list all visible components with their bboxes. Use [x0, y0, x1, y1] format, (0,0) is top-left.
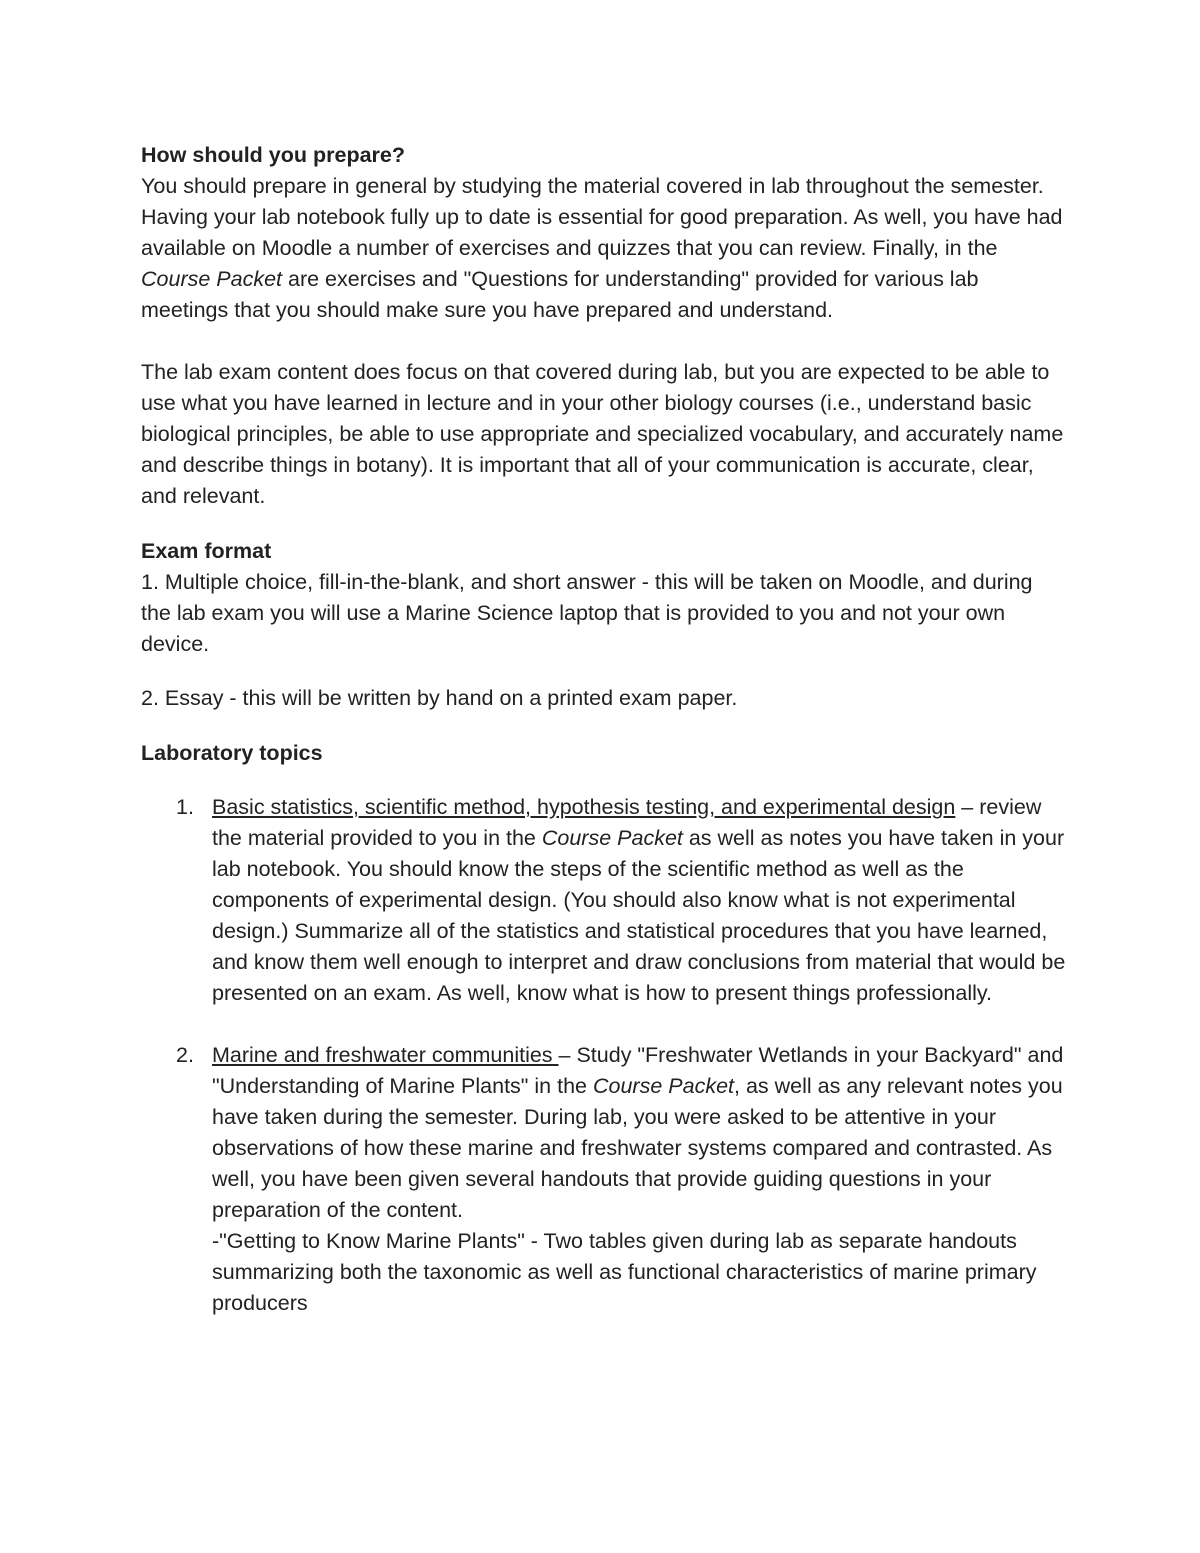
exam-format-item-2: 2. Essay - this will be written by hand on a printed exam paper. — [141, 686, 738, 710]
topic-1-text-a: – review the material provided to you in the — [212, 795, 1042, 850]
course-packet-ref: Course Packet — [141, 267, 283, 291]
lab-topics-heading: Laboratory topics — [141, 741, 323, 765]
document-page — [141, 140, 1066, 1319]
topic-1-title: Basic statistics, scientific method, hypothesis testing, and experimental design — [212, 795, 956, 819]
prepare-paragraph-2: The lab exam content does focus on that covered during lab, but you are expected to be able to use what you have learned in lecture and in your other biology courses (i.e., understand basic biological principles, be able to use appropriate and specialized vocabulary, and accurately name and describe things in botany). It is important that all of your communication is accurate, clear, and relevant. — [141, 360, 1064, 508]
list-item — [141, 1040, 1066, 1319]
exam-format-heading: Exam format — [141, 539, 272, 563]
prepare-p1-text-b: are exercises and "Questions for understanding" provided for various lab meetings that you should make sure you have prepared and understand. — [141, 267, 979, 322]
topic-2-text-a: – Study "Freshwater Wetlands in your Backyard" and "Understanding of Marine Plants" in the — [212, 1043, 1064, 1098]
list-number: 1. — [176, 795, 194, 819]
list-item — [141, 792, 1066, 1009]
prepare-heading: How should you prepare? — [141, 143, 405, 167]
prepare-paragraph-1 — [141, 171, 1066, 326]
list-number: 2. — [176, 1043, 194, 1067]
course-packet-ref: Course Packet — [592, 1074, 734, 1098]
course-packet-ref: Course Packet — [541, 826, 683, 850]
topic-2-text-b: , as well as any relevant notes you have taken during the semester. During lab, you were asked to be attentive in your observations of how these marine and freshwater systems compared and contrasted. As well, you have been given several handouts that provide guiding questions in your preparation of the content. — [212, 1074, 1063, 1222]
lab-topics-list — [141, 792, 1066, 1319]
topic-2-handout-note: -"Getting to Know Marine Plants" - Two tables given during lab as separate handouts summarizing both the taxonomic as well as functional characteristics of marine primary producers — [212, 1229, 1037, 1315]
topic-2-title: Marine and freshwater communities — [212, 1043, 559, 1067]
topic-1-text-b: as well as notes you have taken in your lab notebook. You should know the steps of the scientific method as well as the components of experimental design. (You should also know what is not experimental design.) Summarize all of the statistics and statistical procedures that you have learned, and know them well enough to interpret and draw conclusions from material that would be presented on an exam. As well, know what is how to present things professionally. — [212, 826, 1066, 1005]
prepare-p1-text-a: You should prepare in general by studying the material covered in lab throughout the semester. Having your lab notebook fully up to date is essential for good preparation. As well, you have had available on Moodle a number of exercises and quizzes that you can review. Finally, in the — [141, 174, 1063, 260]
exam-format-item-1: 1. Multiple choice, fill-in-the-blank, and short answer - this will be taken on Moodle, and during the lab exam you will use a Marine Science laptop that is provided to you and not your own device. — [141, 570, 1033, 656]
